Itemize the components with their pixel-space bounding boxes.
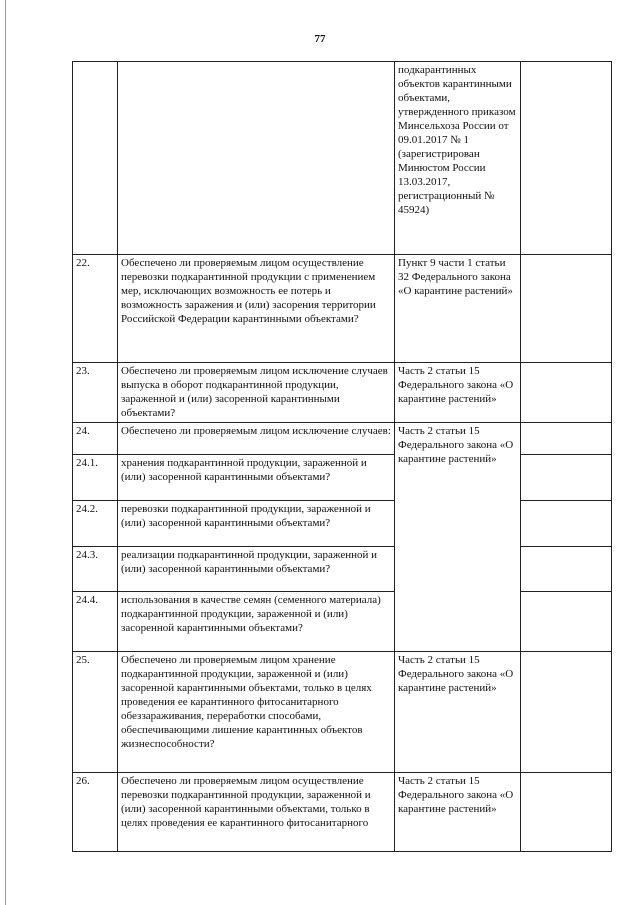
row-question: использования в качестве семян (семенного материала) подкарантинной продукции, зараженной и (или) засоренной карантинными объектами?	[118, 592, 395, 652]
row-number: 26.	[73, 773, 118, 852]
row-answer-cell	[521, 652, 612, 773]
table-row	[73, 547, 612, 592]
table-row	[73, 363, 612, 423]
row-question: Обеспечено ли проверяемым лицом исключение случаев:	[118, 423, 395, 455]
row-number: 24.2.	[73, 501, 118, 547]
table-row	[73, 501, 612, 547]
row-answer-cell	[521, 255, 612, 363]
row-answer-cell	[521, 455, 612, 501]
table-row	[73, 62, 612, 255]
row-question	[118, 62, 395, 255]
table-row	[73, 423, 612, 455]
row-reference: Часть 2 статьи 15 Федерального закона «О карантине растений»	[395, 773, 521, 852]
row-question: Обеспечено ли проверяемым лицом осуществление перевозки подкарантинной продукции с применением мер, исключающих возможность ее потерь и возможность заражения и (или) засорения территории Российской Федерации карантинными объектами?	[118, 255, 395, 363]
row-number: 25.	[73, 652, 118, 773]
table-row	[73, 773, 612, 852]
row-answer-cell	[521, 592, 612, 652]
row-number: 22.	[73, 255, 118, 363]
row-reference: Часть 2 статьи 15 Федерального закона «О карантине растений»	[395, 652, 521, 773]
row-answer-cell	[521, 501, 612, 547]
row-number: 24.3.	[73, 547, 118, 592]
table-row	[73, 255, 612, 363]
row-answer-cell	[521, 423, 612, 455]
row-answer-cell	[521, 363, 612, 423]
row-number: 24.1.	[73, 455, 118, 501]
row-reference: Часть 2 статьи 15 Федерального закона «О карантине растений»	[395, 423, 521, 652]
row-answer-cell	[521, 547, 612, 592]
table-row	[73, 652, 612, 773]
page-number: 77	[314, 33, 326, 45]
row-number: 24.	[73, 423, 118, 455]
row-reference: Часть 2 статьи 15 Федерального закона «О карантине растений»	[395, 363, 521, 423]
page-edge-line	[5, 0, 6, 905]
row-number: 23.	[73, 363, 118, 423]
row-question: перевозки подкарантинной продукции, зараженной и (или) засоренной карантинными объектами?	[118, 501, 395, 547]
row-question: реализации подкарантинной продукции, зараженной и (или) засоренной карантинными объектами?	[118, 547, 395, 592]
row-answer-cell	[521, 62, 612, 255]
row-number	[73, 62, 118, 255]
row-reference: подкарантинных объектов карантинными объектами, утвержденного приказом Минсельхоза России от 09.01.2017 № 1 (зарегистрирован Минюстом России 13.03.2017, регистрационный № 45924)	[395, 62, 521, 255]
row-question: Обеспечено ли проверяемым лицом хранение подкарантинной продукции, зараженной и (или) засоренной карантинными объектами, только в целях проведения ее карантинного фитосанитарного обеззараживания, переработки способами, обеспечивающими лишение карантинных объектов жизнеспособности?	[118, 652, 395, 773]
row-number: 24.4.	[73, 592, 118, 652]
table-row	[73, 592, 612, 652]
table-row	[73, 455, 612, 501]
row-question: Обеспечено ли проверяемым лицом осуществление перевозки подкарантинной продукции, зараженной и (или) засоренной карантинными объектами, только в целях проведения ее карантинного фитосанитарного	[118, 773, 395, 852]
row-answer-cell	[521, 773, 612, 852]
checklist-table	[72, 61, 612, 852]
row-question: хранения подкарантинной продукции, зараженной и (или) засоренной карантинными объектами?	[118, 455, 395, 501]
row-question: Обеспечено ли проверяемым лицом исключение случаев выпуска в оборот подкарантинной продукции, зараженной и (или) засоренной карантинными объектами?	[118, 363, 395, 423]
row-reference: Пункт 9 части 1 статьи 32 Федерального закона «О карантине растений»	[395, 255, 521, 363]
